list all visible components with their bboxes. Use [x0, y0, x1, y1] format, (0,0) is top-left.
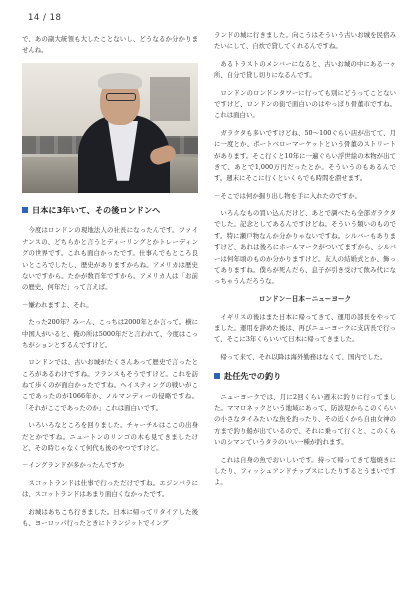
paragraph: ガラクタも多いですけどね、50～100ぐらい店が出てて、月に一度とか、ポートベローマーケットという骨董のストリートがあります。そこ行くと10年に一遍ぐらい浮世絵の本物が出てきて、あとで1,000万円だったとか。そういうのもあるんです。週末にそこに行くといくらでも時間を潰せます。 — [214, 128, 396, 183]
subheading-route: ロンドン－日本－ニューヨーク — [258, 294, 352, 303]
paragraph: 帰って来て、それ以降は海外勤務はなくて、国内でした。 — [220, 352, 387, 361]
paragraph: ロンドンのロンドンタワーに行っても別にどうってことないですけど、ロンドンの街で面白いのはやっぱり骨董市ですね。これは面白い。 — [214, 88, 396, 120]
section-heading-text: 赴任先での釣り — [224, 371, 282, 382]
paragraph: これは自身の魚でおいしいです。持って帰ってきて塩焼きにしたり、フィッシュアンドチップスにしたりするとうまいですよ。 — [214, 455, 396, 487]
paragraph: いろいろなところを回りました。チャーチルはここの出身だとかですね。ニュートンのリンゴの木も見てきましたけど、その時じゃなくて何代も後のやつですけど。 — [22, 421, 198, 453]
section-heading-london — [22, 203, 198, 218]
right-column — [214, 30, 396, 495]
intro-paragraph: で、あの副大統領も大したことないし、どうなるか分かりませんね。 — [22, 35, 198, 55]
interviewer-question: －イングランドが多かったんですか — [22, 461, 125, 470]
paragraph: ニューヨークでは、月に2回くらい週末に釣りに行ってました。ママロネックという地域にあって、防波堤からこのくらいの小さなタイみたいな魚を釣ったり、その近くから自由女神の方まで釣り船が出ているので、それに乗って行くと、このくらいのシマンていうタラのいい一種が釣れます。 — [214, 392, 396, 447]
section-heading-text: 日本に3年いて、その後ロンドンへ — [32, 204, 161, 215]
paragraph: スコットランドは仕事で行っただけですね。エジンバラには、スコットランドはあまり面白くなかったです。 — [22, 478, 198, 499]
paragraph: お城はあちこち行きました。日本に帰ってリタイアした後も、ヨーロッパ行ったときにトランジットでイング — [22, 507, 198, 527]
speaker-photo — [22, 63, 198, 193]
left-column — [22, 34, 198, 535]
page-number: 14 / 18 — [28, 13, 62, 23]
paragraph: いろんなもの買い込んだけど、あとで調べたら全部ガラクタでした。記念としてあるんですけどね。そういう類いのものです。特に瀬戸物なんか分かりゃないですね。シルバーもありますけど、あれは後ろにホールマークがついてますから、シルバーは何年頃のものか分かりますけど。友人の結婚式とか、飾ってありますね。僕らが死んだら、息子が引き受けて飲み代になっちゃうんだろうな。 — [214, 209, 396, 286]
paragraph: 今度はロンドンの現地法人の社長になったんです。ファイナンスの、どちらかと言うとディーリングとかトレーディングの世界です。これも面白かったです。仕事んでもところ良いところでしたし、歴史がありますからね。アメリカは歴史ないですから。たかが数百年ですから。アメリカ人は「お前の歴史、何年だ」って言えば。 — [22, 226, 198, 292]
interviewer-question: －嫌われますよ、それ。 — [22, 300, 93, 309]
paragraph: ランドの城に行きました。向こうはそういう古いお城を民宿みたいにして、自炊で貸してくれるんですね。 — [214, 31, 396, 51]
heading-square-icon — [22, 207, 28, 213]
paragraph: ロンドンでは、古いお城がたくさんあって歴史で言ったところがあるわけですね。フランスもそうですけど。これを訪ねて歩くのが面白かったですね。ヘイスティングの戦いがここであったのが1066年か、ノルマンディーの侵略ですね。「それがここであったのか」これは面白いです。 — [22, 358, 198, 412]
heading-square-icon — [214, 373, 220, 379]
section-heading-fishing — [214, 369, 396, 384]
paragraph: たった200年？みーん、こっちは2000年とか言って。横に中国人がいると、俺の所は5000年だと言われて、今度はこっちがションとするんですけど。 — [22, 318, 198, 349]
paragraph: イギリスの後はまた日本に帰ってきて、運用の部長をやってました。運用を辞めた後は、再びニューヨークに支店長で行って、そこに3年くらいいて日本に帰ってきました。 — [214, 312, 396, 344]
paragraph: あるトラストのメンバーになると、古いお城の中にある一ヶ所、自分で貸し切りになるんです。 — [214, 59, 396, 80]
interviewer-question: －そこでは何か掘り出し物を手に入れたのですか。 — [214, 191, 361, 200]
